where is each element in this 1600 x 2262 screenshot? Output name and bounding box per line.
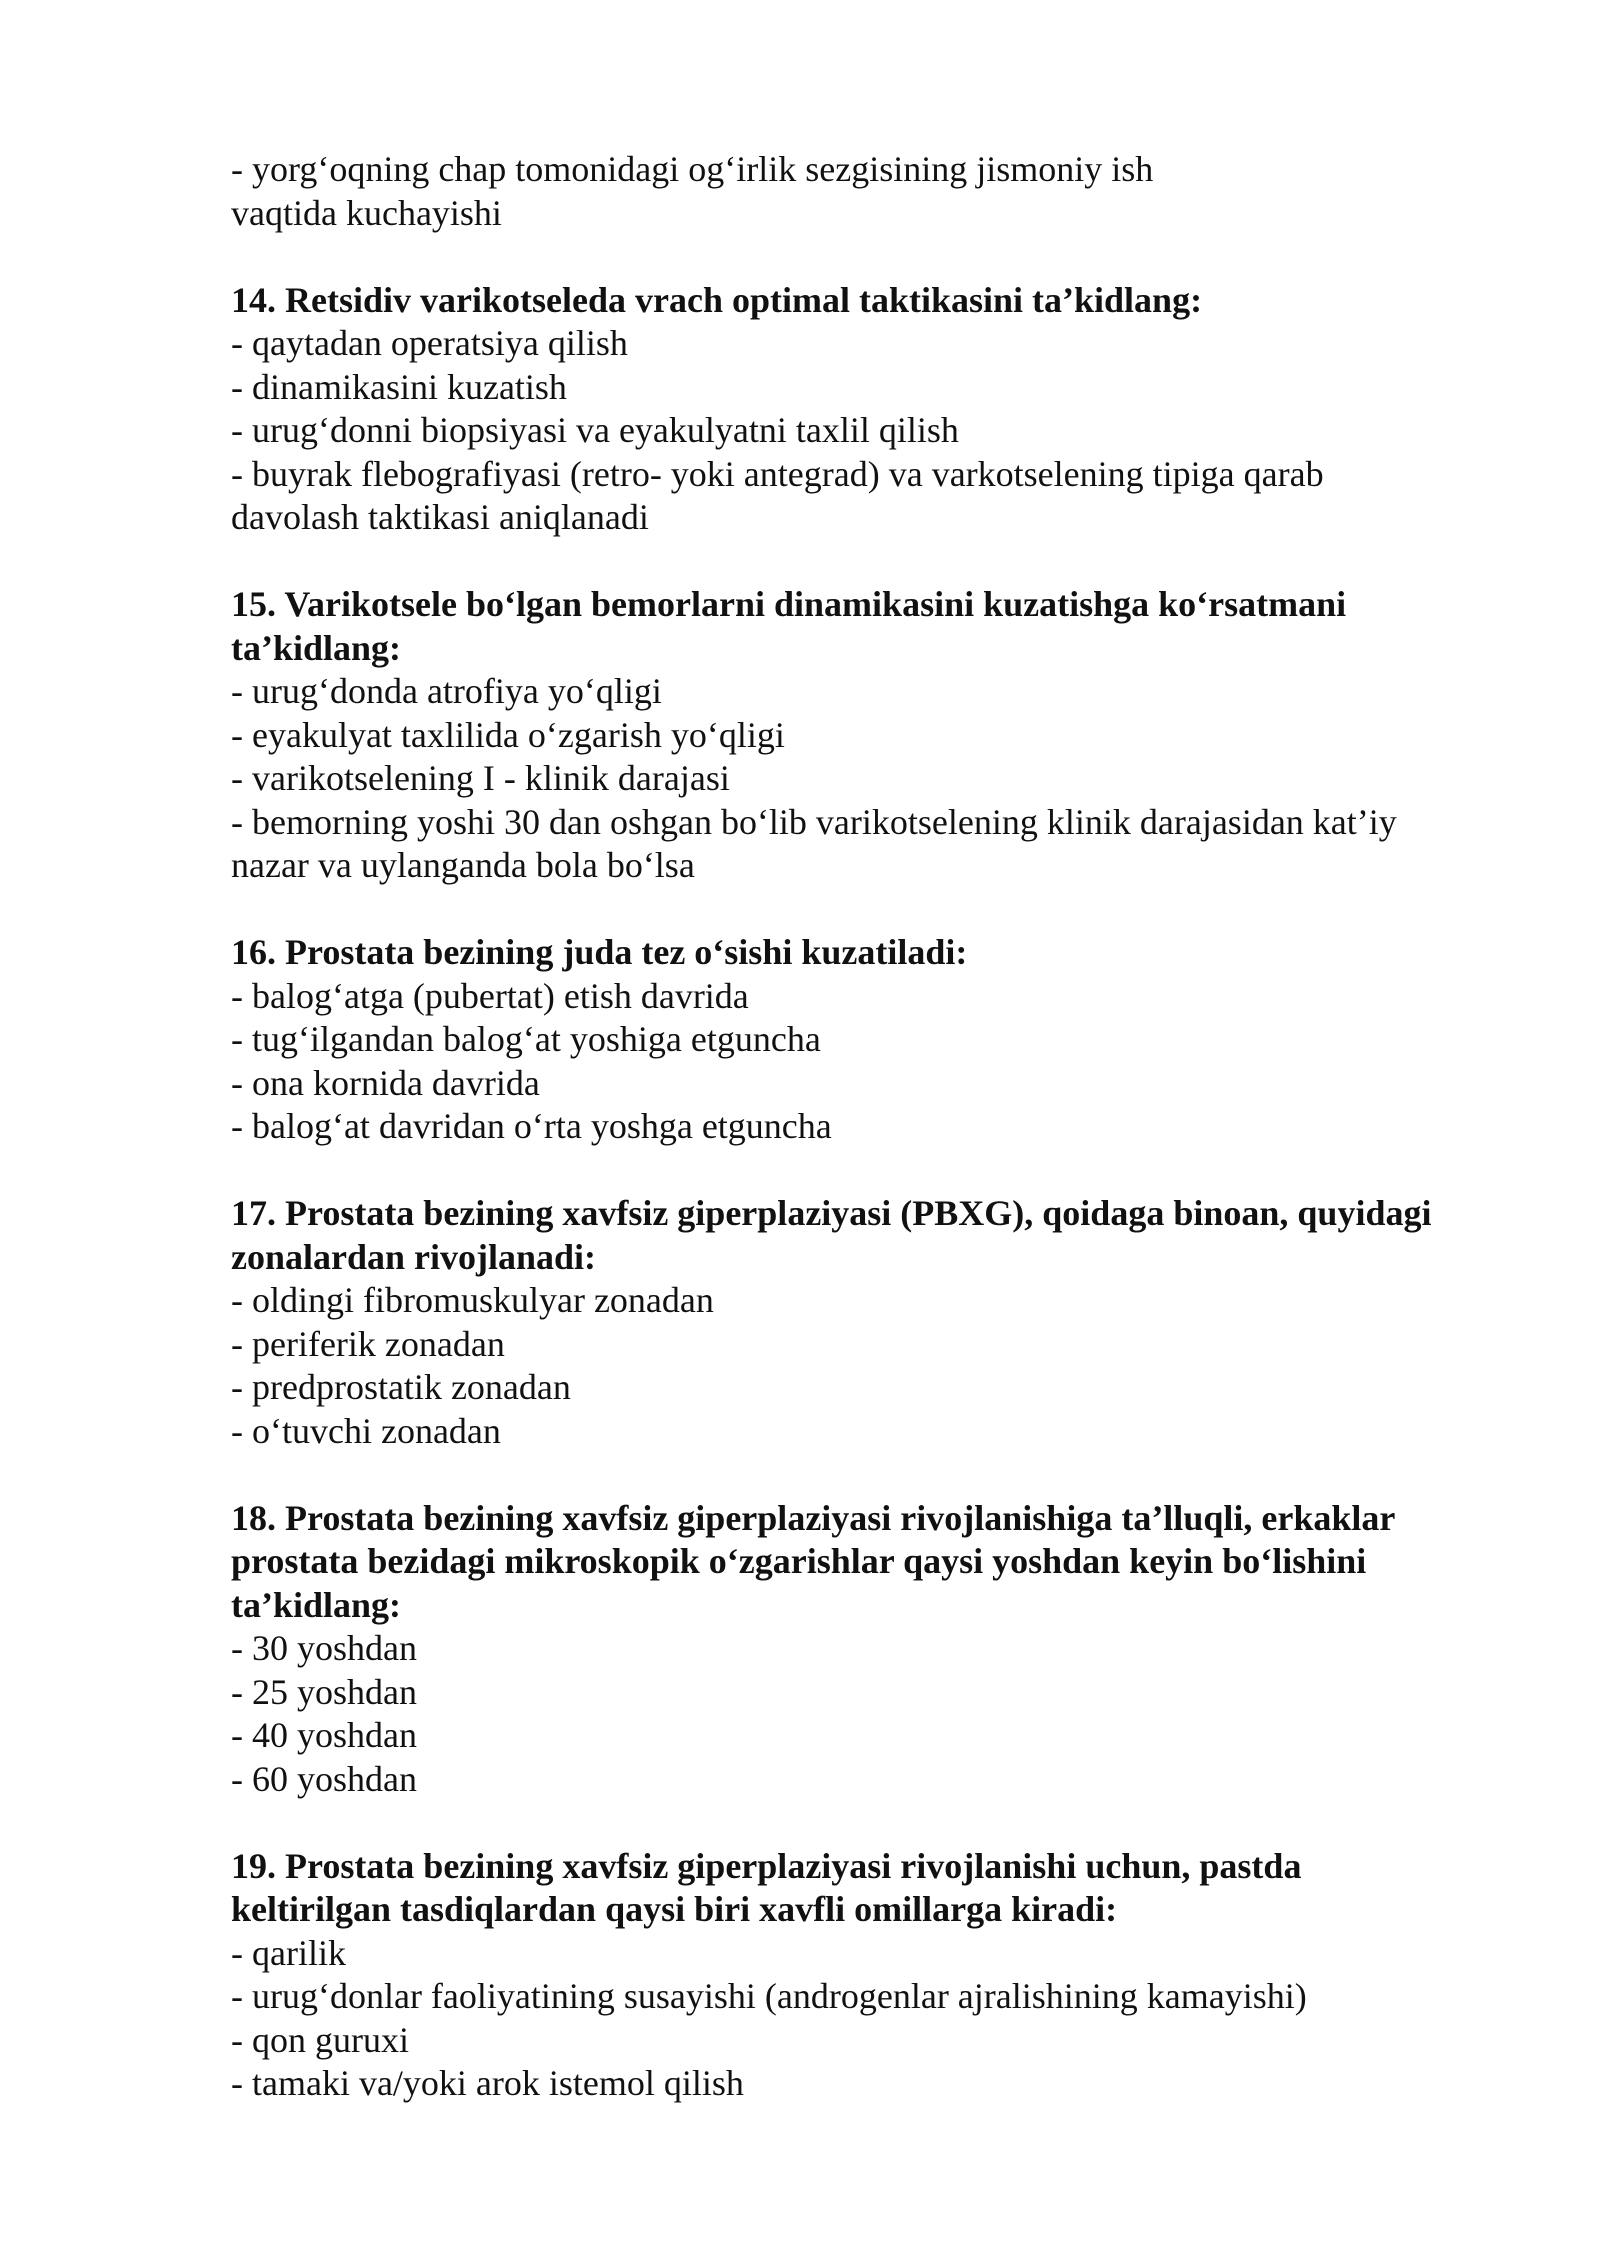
answer-option: - urug‘donni biopsiyasi va eyakulyatni taxlil qilish bbox=[231, 410, 959, 450]
answer-option: - tamaki va/yoki arok istemol qilish bbox=[231, 2063, 744, 2103]
answer-option: - ona kornida davrida bbox=[231, 1062, 540, 1103]
question-title: 17. Prostata bezining xavfsiz giperplaziyasi (PBXG), qoidaga binoan, quyidagi bbox=[231, 1193, 1432, 1233]
answer-option: - balog‘at davridan o‘rta yoshga etguncha bbox=[231, 1106, 832, 1146]
intro-line: - yorg‘oqning chap tomonidagi og‘irlik sezgisining jismoniy ish bbox=[231, 149, 1154, 189]
intro-block bbox=[231, 148, 1531, 235]
question-title: 16. Prostata bezining juda tez o‘sishi kuzatiladi: bbox=[231, 932, 968, 972]
answer-option: - bemorning yoshi 30 dan oshgan bo‘lib varikotselening klinik darajasidan kat’iy bbox=[231, 801, 1397, 842]
intro-line: vaqtida kuchayishi bbox=[231, 192, 502, 233]
answer-option: - qon guruxi bbox=[231, 2019, 409, 2060]
answer-option: - 40 yoshdan bbox=[231, 1715, 417, 1755]
answer-option: - 60 yoshdan bbox=[231, 1758, 417, 1799]
answer-option: - varikotselening I - klinik darajasi bbox=[231, 758, 730, 798]
answer-option: - eyakulyat taxlilida o‘zgarish yo‘qligi bbox=[231, 714, 785, 755]
answer-option: - o‘tuvchi zonadan bbox=[231, 1410, 501, 1451]
question-block bbox=[231, 1192, 1531, 1453]
question-title: ta’kidlang: bbox=[231, 627, 402, 668]
question-title: prostata bezidagi mikroskopik o‘zgarishlar qaysi yoshdan keyin bo‘lishini bbox=[231, 1541, 1367, 1581]
answer-option: - 25 yoshdan bbox=[231, 1671, 417, 1712]
answer-option: nazar va uylanganda bola bo‘lsa bbox=[231, 845, 695, 885]
question-title: keltirilgan tasdiqlardan qaysi biri xavfli omillarga kiradi: bbox=[231, 1889, 1118, 1929]
answer-option: - qaytadan operatsiya qilish bbox=[231, 323, 628, 363]
question-block bbox=[231, 279, 1531, 540]
answer-option: - predprostatik zonadan bbox=[231, 1367, 571, 1407]
question-title: 18. Prostata bezining xavfsiz giperplaziyasi rivojlanishiga ta’lluqli, erkaklar bbox=[231, 1497, 1396, 1538]
answer-option: - tug‘ilgandan balog‘at yoshiga etguncha bbox=[231, 1019, 821, 1059]
answer-option: - buyrak flebografiyasi (retro- yoki antegrad) va varkotselening tipiga qarab bbox=[231, 453, 1324, 494]
question-block bbox=[231, 1845, 1531, 2106]
answer-option: - dinamikasini kuzatish bbox=[231, 366, 567, 407]
question-block bbox=[231, 1497, 1531, 1802]
answer-option: - urug‘donlar faoliyatining susayishi (androgenlar ajralishining kamayishi) bbox=[231, 1976, 1307, 2016]
question-block bbox=[231, 931, 1531, 1149]
answer-option: davolash taktikasi aniqlanadi bbox=[231, 497, 649, 537]
answer-option: - periferik zonadan bbox=[231, 1323, 505, 1364]
question-title: ta’kidlang: bbox=[231, 1584, 402, 1625]
answer-option: - 30 yoshdan bbox=[231, 1628, 417, 1668]
question-block bbox=[231, 583, 1531, 888]
answer-option: - urug‘donda atrofiya yo‘qligi bbox=[231, 671, 662, 711]
answer-option: - qarilik bbox=[231, 1932, 346, 1973]
question-title: 19. Prostata bezining xavfsiz giperplaziyasi rivojlanishi uchun, pastda bbox=[231, 1845, 1302, 1886]
question-title: zonalardan rivojlanadi: bbox=[231, 1236, 597, 1277]
question-title: 14. Retsidiv varikotseleda vrach optimal taktikasini ta’kidlang: bbox=[231, 279, 1203, 320]
document-page bbox=[231, 148, 1531, 2106]
answer-option: - oldingi fibromuskulyar zonadan bbox=[231, 1280, 714, 1320]
answer-option: - balog‘atga (pubertat) etish davrida bbox=[231, 975, 749, 1016]
question-title: 15. Varikotsele bo‘lgan bemorlarni dinamikasini kuzatishga ko‘rsatmani bbox=[231, 584, 1347, 624]
